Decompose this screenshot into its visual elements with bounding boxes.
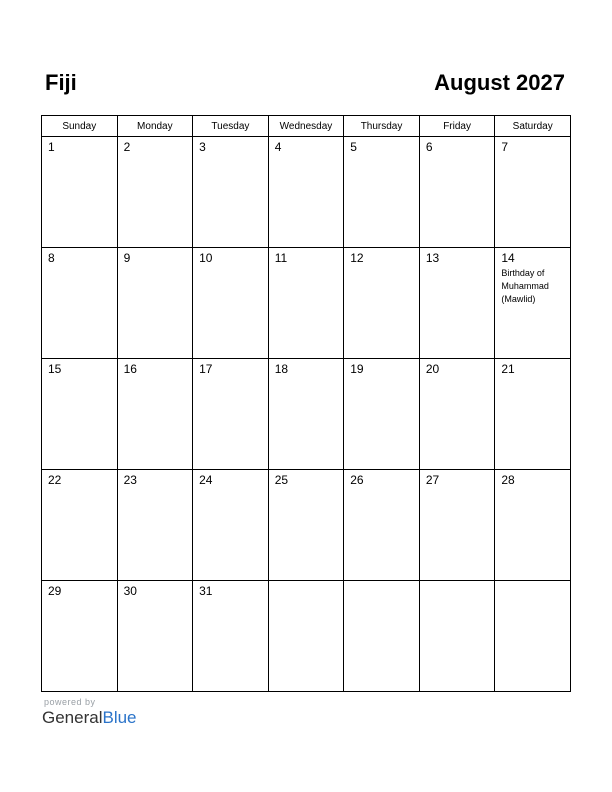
day-number	[344, 581, 419, 584]
day-cell	[42, 248, 118, 359]
day-number: 23	[123, 473, 137, 487]
day-number: 7	[501, 140, 509, 154]
day-number: 15	[48, 362, 62, 376]
day-cell	[42, 581, 118, 692]
day-cell	[419, 248, 495, 359]
day-cell	[193, 359, 269, 470]
day-cell	[268, 470, 344, 581]
day-cell	[419, 359, 495, 470]
day-number: 26	[350, 473, 364, 487]
day-number: 14	[501, 251, 515, 265]
day-number: 13	[425, 251, 440, 265]
day-cell	[268, 137, 344, 248]
weekday-header: Wednesday	[268, 116, 344, 137]
weekday-header-row	[42, 116, 571, 137]
day-number: 3	[199, 140, 206, 154]
day-number: 31	[199, 584, 213, 598]
day-number: 2	[123, 140, 131, 154]
day-cell	[344, 359, 420, 470]
day-number: 10	[199, 251, 213, 265]
day-cell	[495, 581, 571, 692]
day-cell	[193, 470, 269, 581]
week-row	[42, 359, 571, 470]
day-cell	[419, 470, 495, 581]
day-cell	[193, 248, 269, 359]
weekday-header: Tuesday	[193, 116, 269, 137]
day-number: 29	[48, 584, 62, 598]
day-number: 25	[274, 473, 289, 487]
day-number: 17	[199, 362, 213, 376]
day-number: 8	[48, 251, 55, 265]
weekday-header: Monday	[117, 116, 193, 137]
day-number: 4	[274, 140, 282, 154]
day-cell	[42, 359, 118, 470]
day-cell	[495, 248, 571, 359]
brand-logo-blue: Blue	[102, 708, 137, 727]
day-cell	[268, 359, 344, 470]
weekday-header: Saturday	[495, 116, 571, 137]
week-row	[42, 470, 571, 581]
day-number: 9	[123, 251, 131, 265]
day-number: 12	[350, 251, 364, 265]
holiday-event: Birthday of Muhammad (Mawlid)	[501, 268, 549, 304]
day-cell	[344, 470, 420, 581]
day-number: 27	[425, 473, 440, 487]
day-cell	[268, 248, 344, 359]
powered-by-label: powered by	[44, 697, 96, 707]
brand-logo-general: General	[42, 708, 103, 727]
day-number: 5	[350, 140, 357, 154]
day-cell	[419, 581, 495, 692]
day-cell	[42, 470, 118, 581]
weekday-header: Thursday	[344, 116, 420, 137]
day-number: 30	[123, 584, 137, 598]
day-number	[495, 581, 570, 584]
day-number	[269, 581, 344, 584]
day-number	[420, 581, 495, 584]
day-cell	[117, 137, 193, 248]
brand-logo[interactable]	[42, 708, 137, 728]
day-number: 19	[350, 362, 364, 376]
day-number: 18	[274, 362, 289, 376]
day-cell	[344, 248, 420, 359]
day-number: 1	[48, 140, 55, 154]
day-number: 28	[501, 473, 515, 487]
day-cell	[193, 581, 269, 692]
day-cell	[42, 137, 118, 248]
day-cell	[495, 137, 571, 248]
day-number: 20	[425, 362, 440, 376]
day-number: 24	[199, 473, 213, 487]
calendar-grid	[41, 115, 571, 692]
day-number: 21	[501, 362, 515, 376]
day-cell	[495, 470, 571, 581]
day-cell	[193, 137, 269, 248]
day-cell	[495, 359, 571, 470]
weekday-header: Sunday	[42, 116, 118, 137]
day-cell	[117, 248, 193, 359]
week-row	[42, 581, 571, 692]
day-cell	[117, 359, 193, 470]
day-cell	[117, 581, 193, 692]
country-title: Fiji	[45, 70, 77, 95]
day-number: 16	[123, 362, 137, 376]
day-cell	[344, 581, 420, 692]
week-row	[42, 248, 571, 359]
day-cell	[117, 470, 193, 581]
day-cell	[419, 137, 495, 248]
weekday-header: Friday	[419, 116, 495, 137]
day-number: 11	[274, 251, 288, 265]
day-number: 22	[48, 473, 62, 487]
day-cell	[344, 137, 420, 248]
month-year-title: August 2027	[434, 70, 565, 95]
day-cell	[268, 581, 344, 692]
day-number: 6	[425, 140, 433, 154]
week-row	[42, 137, 571, 248]
